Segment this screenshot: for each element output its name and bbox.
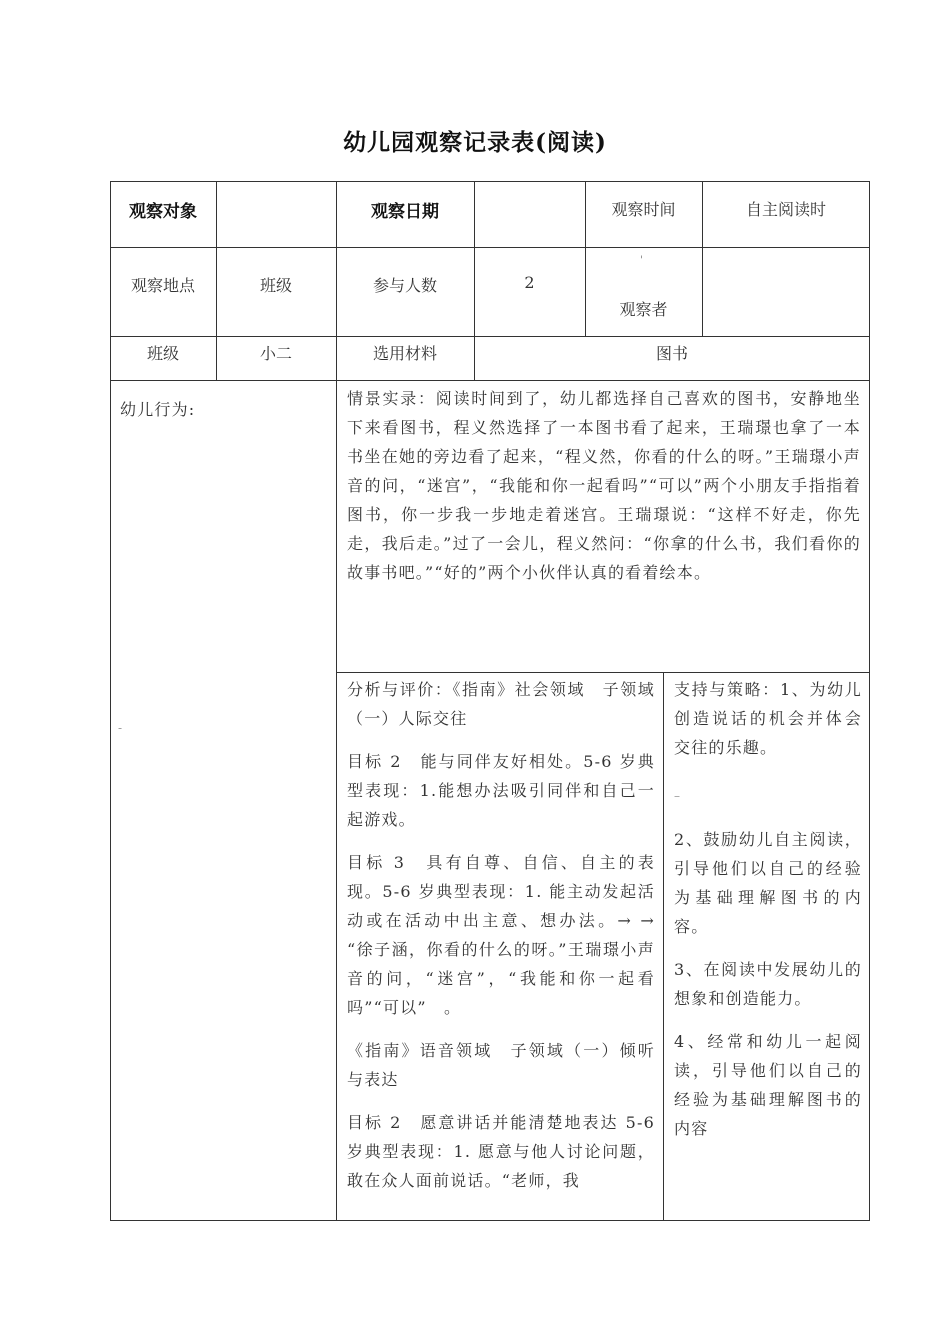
row-divider-1 [110, 247, 870, 248]
strategy-paragraph: 支持与策略：1、为幼儿创造说话的机会并体会交往的乐趣。 [674, 680, 862, 757]
table-border-right [869, 181, 870, 1221]
observer-tick-mark: ' [640, 255, 643, 266]
time-value: 自主阅读时 [745, 200, 826, 219]
participants-label: 参与人数 [372, 276, 437, 295]
col-divider-2 [336, 181, 337, 1221]
analysis-paragraph: 目标 2 能与同伴友好相处。5-6 岁典型表现：1.能想办法吸引同伴和自己一起游戏。 [347, 752, 655, 829]
analysis-paragraph: 目标 3 具有自尊、自信、自主的表现。5-6 岁典型表现：1. 能主动发起活动或在活动中出主意、想办法。→ → “徐子涵，你看的什么的呀。”王瑞璟小声音的问，“迷宫”，“我能和你一起看吗”“可以” 。 [347, 853, 655, 1017]
observation-table [110, 181, 870, 1221]
subject-label: 观察对象 [129, 202, 197, 222]
material-value: 图书 [655, 344, 688, 363]
analysis-paragraph: 《指南》语音领域 子领域（一）倾听与表达 [347, 1041, 655, 1089]
strategy-paragraph: 3、在阅读中发展幼儿的想象和创造能力。 [674, 960, 862, 1008]
scene-record-text: 情景实录：阅读时间到了，幼儿都选择自己喜欢的图书，安静地坐下来看图书，程义然选择了一本图书看了起来，王瑞璟也拿了一本书坐在她的旁边看了起来，“程义然，你看的什么的呀。”王瑞璟小声音的问，“迷宫”，“我能和你一起看吗”“可以”两个小朋友手指指着图书，你一步我一步地走着迷宫。王瑞璟说：“这样不好走，你先走，我后走。”过了一会儿，程义然问：“你拿的什么书，我们看你的故事书吧。”“好的”两个小伙伴认真的看着绘本。 [347, 389, 861, 582]
table-border-left [110, 181, 111, 1221]
participants-value: 2 [524, 273, 535, 292]
col-divider-6 [663, 672, 664, 1220]
strategy-paragraph: 2、鼓励幼儿自主阅读，引导他们以自己的经验为基础理解图书的内容。 [674, 830, 862, 936]
location-value: 班级 [259, 276, 292, 295]
class-value: 小二 [259, 344, 292, 363]
strategy-text [674, 675, 862, 1157]
analysis-text [347, 675, 655, 1209]
strategy-dash-mark: – [674, 789, 682, 803]
table-border-bottom [110, 1220, 870, 1221]
behavior-label: 幼儿行为: [120, 400, 196, 419]
class-label: 班级 [146, 344, 179, 363]
time-label: 观察时间 [611, 200, 676, 219]
row-divider-4 [336, 672, 870, 673]
behavior-dash-mark: - [118, 721, 123, 735]
observer-label: 观察者 [619, 300, 668, 319]
analysis-paragraph: 目标 2 愿意讲话并能清楚地表达 5-6 岁典型表现：1. 愿意与他人讨论问题，敢在众人面前说话。“老师，我 [347, 1113, 655, 1190]
date-label: 观察日期 [371, 202, 439, 222]
page-title: 幼儿园观察记录表(阅读) [343, 129, 607, 156]
location-label: 观察地点 [130, 276, 195, 295]
row-divider-2 [110, 336, 870, 337]
strategy-paragraph: 4、经常和幼儿一起阅读，引导他们以自己的经验为基础理解图书的内容 [674, 1032, 862, 1138]
table-border-top [110, 181, 870, 182]
row-divider-3 [110, 380, 870, 381]
material-label: 选用材料 [372, 344, 437, 363]
analysis-paragraph: 分析与评价：《指南》社会领域 子领域（一）人际交往 [347, 680, 655, 728]
